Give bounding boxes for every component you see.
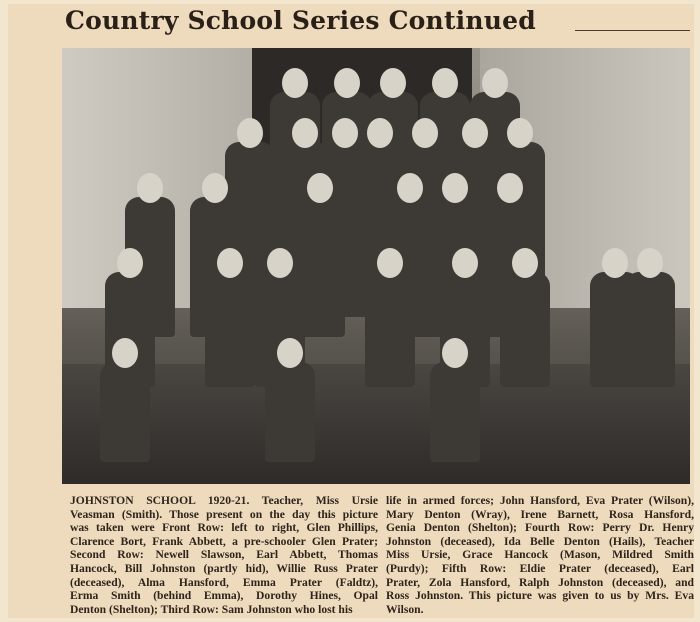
photo-figure [205,272,255,387]
photo-figure [500,272,550,387]
photo-face [380,68,406,98]
photo-face [452,248,478,278]
caption-line: Prater, Zola Hansford, Ralph Johnston (deceased), and [386,575,694,589]
photo-figure [430,362,480,462]
headline: Country School Series Continued [65,6,536,35]
photo-face [334,68,360,98]
photo-face [462,118,488,148]
photo-figure [265,362,315,462]
photo-face [637,248,663,278]
caption-line: Ross Johnston. This picture was given to us by Mrs. Eva [386,589,694,603]
caption-line: Genia Denton (Shelton); Fourth Row: Perry Dr. Henry [386,521,694,535]
photo-face [117,248,143,278]
photo-figure [100,362,150,462]
photo-face [507,118,533,148]
photo-face [412,118,438,148]
class-photo [62,48,690,484]
photo-face [267,248,293,278]
photo-figure [625,272,675,387]
caption-line: Erma Smith (behind Emma), Dorothy Hines, Opal [70,589,378,603]
photo-face [602,248,628,278]
photo-face [202,173,228,203]
caption-line: Veasman (Smith). Those present on the day this picture [70,507,378,521]
caption-line: (Purdy); Fifth Row: Eldie Prater (deceased), Earl [386,561,694,575]
caption-column-left [70,494,378,616]
caption-line: JOHNSTON SCHOOL 1920-21. Teacher, Miss Ursie [70,494,378,507]
caption-line: Denton (Shelton); Third Row: Sam Johnston who lost his [70,602,353,616]
caption-line: life in armed forces; John Hansford, Eva Prater (Wilson), [386,494,694,507]
photo-face [367,118,393,148]
photo-face [282,68,308,98]
photo-face [112,338,138,368]
caption-line: Clarence Bort, Frank Abbett, a pre-schooler Glen Prater; [70,534,378,548]
photo-face [442,173,468,203]
photo-face [307,173,333,203]
caption-line: Hancock, Bill Johnston (partly hid), Willie Russ Prater [70,561,378,575]
photo-face [237,118,263,148]
photo-figure [365,272,415,387]
photo-face [277,338,303,368]
photo-face [442,338,468,368]
caption-line: Second Row: Newell Slawson, Earl Abbett, Thomas [70,548,378,562]
photo-face [482,68,508,98]
photo-face [432,68,458,98]
photo-face [137,173,163,203]
headline-rule [575,30,690,31]
caption-line: Miss Ursie, Grace Hancock (Mason, Mildred Smith [386,548,694,562]
caption-line: was taken were Front Row: left to right, Glen Phillips, [70,521,378,535]
photo-face [332,118,358,148]
photo-face [512,248,538,278]
caption-line: Wilson. [386,602,424,616]
photo-face [397,173,423,203]
photo-face [292,118,318,148]
caption-column-right [386,494,694,616]
photo-face [377,248,403,278]
caption-line: Mary Denton (Wray), Irene Barnett, Rosa Hansford, [386,507,694,521]
photo-face [217,248,243,278]
caption-line: (deceased), Alma Hansford, Emma Prater (Faldtz), [70,575,378,589]
caption-line: Johnston (deceased), Ida Belle Denton (Hails), Teacher [386,534,694,548]
photo-face [497,173,523,203]
